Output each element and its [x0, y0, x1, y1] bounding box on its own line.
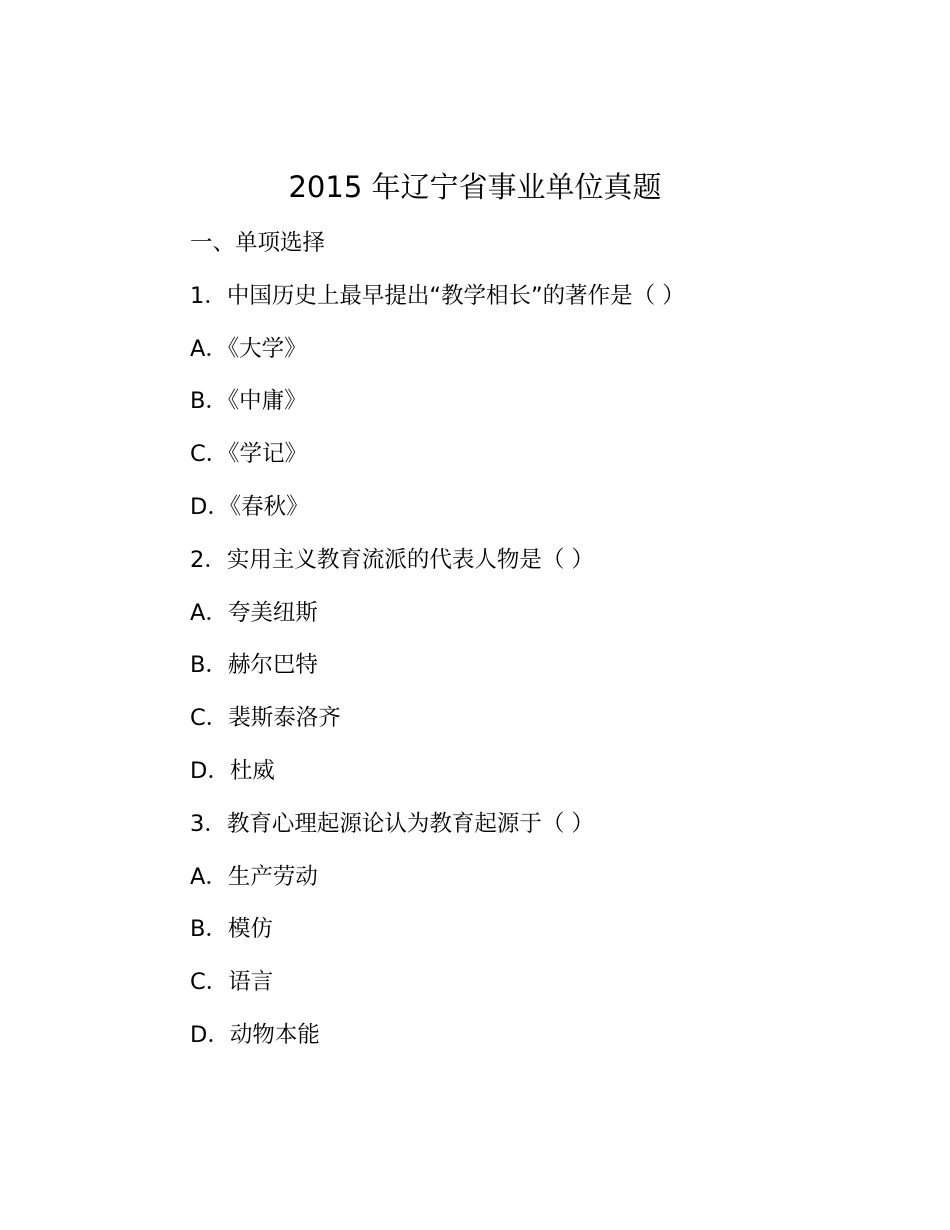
question-2-stem: 2．实用主义教育流派的代表人物是（ ） — [190, 546, 594, 573]
question-3-option-a: A．生产劳动 — [190, 863, 318, 890]
question-3-option-b: B．模仿 — [190, 916, 273, 943]
question-3-option-c: C．语言 — [190, 969, 274, 996]
question-1-option-d: D．《春秋》 — [190, 493, 309, 520]
document-title: 2015 年辽宁省事业单位真题 — [288, 170, 662, 204]
question-1-stem: 1．中国历史上最早提出“教学相长”的著作是（ ） — [190, 282, 685, 309]
question-2-option-d: D．杜威 — [190, 757, 275, 784]
question-2-option-b: B．赫尔巴特 — [190, 652, 318, 679]
section-heading: 一、单项选择 — [190, 230, 326, 256]
question-1-option-a: A．《大学》 — [190, 335, 307, 362]
question-2-option-c: C．裴斯泰洛齐 — [190, 705, 341, 732]
question-3-stem: 3．教育心理起源论认为教育起源于（ ） — [190, 810, 594, 837]
question-2-option-a: A．夸美纽斯 — [190, 599, 318, 626]
question-1-option-c: C．《学记》 — [190, 441, 307, 468]
question-list — [190, 226, 890, 1071]
question-1-option-b: B．《中庸》 — [190, 388, 307, 415]
question-3-option-d: D．动物本能 — [190, 1021, 320, 1048]
